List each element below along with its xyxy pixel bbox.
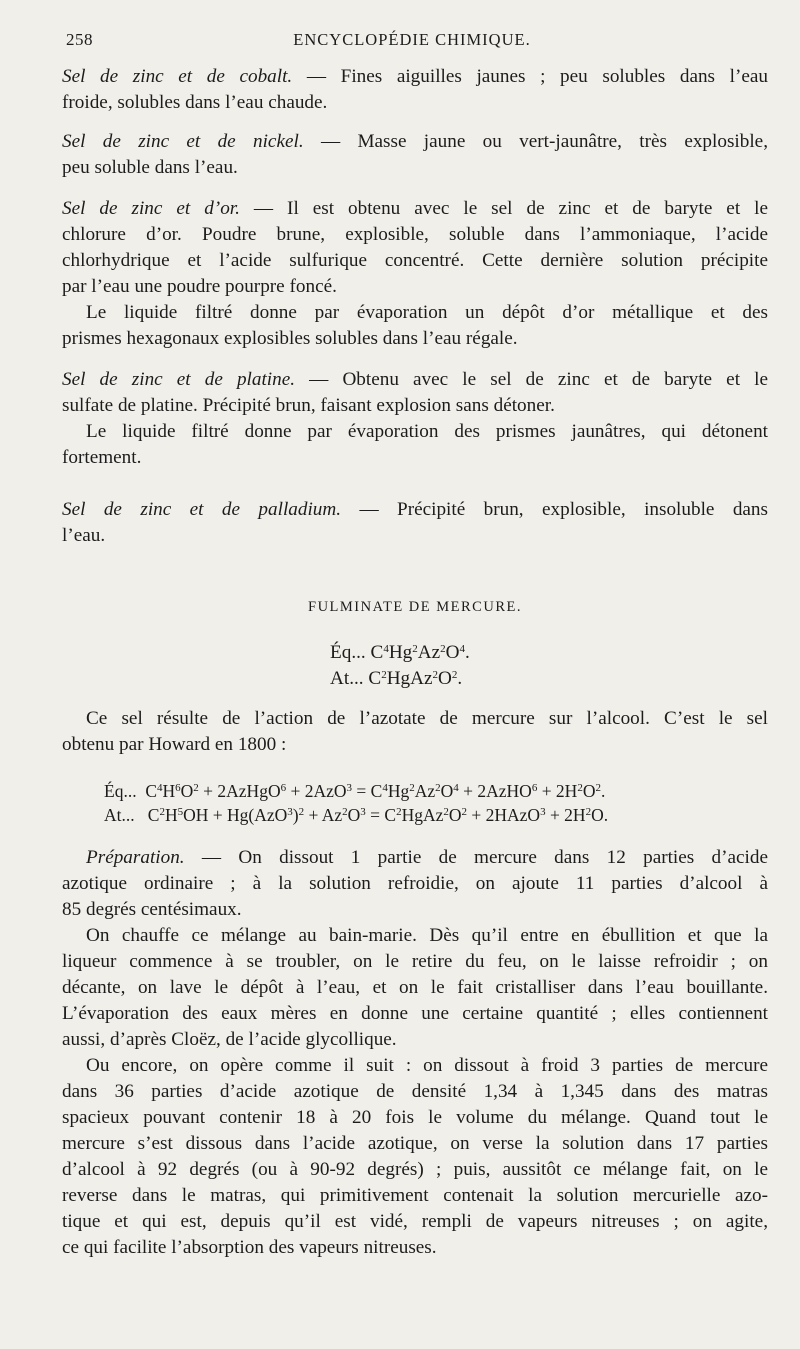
reaction-atomic: At... $C^2H^5OH + Hg(AzO^3)^2 + Az^2O^3$ = $C^2HgAz^2O^2$ + 2HAzO$^3$ + $2H^2O$.: [104, 805, 609, 825]
intro-line: obtenu par Howard en 1800 :: [62, 734, 287, 755]
paragraph-preparation-line: dans 36 parties d’acide azotique de densité 1,34 à 1,345 dans des matras: [62, 1081, 768, 1102]
paragraph-preparation-line: Ou encore, on opère comme il suit : on dissout à froid 3 parties de mercure: [86, 1055, 768, 1076]
running-title: ENCYCLOPÉDIE CHIMIQUE.: [293, 30, 531, 49]
section-heading: FULMINATE DE MERCURE.: [308, 599, 522, 615]
paragraph-preparation-line: ce qui facilite l’absorption des vapeurs nitreuses.: [62, 1237, 437, 1258]
paragraph-platine-line: sulfate de platine. Précipité brun, faisant explosion sans détoner.: [62, 395, 555, 416]
paragraph-cobalt-line: froide, solubles dans l’eau chaude.: [62, 92, 328, 113]
paragraph-or-line: Sel de zinc et d’or. — Il est obtenu avec le sel de zinc et de baryte et le: [62, 198, 768, 219]
paragraph-or-line: par l’eau une poudre pourpre foncé.: [62, 276, 337, 297]
paragraph-platine-line: Sel de zinc et de platine. — Obtenu avec le sel de zinc et de baryte et le: [62, 369, 768, 390]
paragraph-preparation-line: liqueur commence à se troubler, on le retire du feu, on le laisse refroidir ; on: [62, 951, 768, 972]
paragraph-palladium-line: Sel de zinc et de palladium. — Précipité brun, explosible, insoluble dans: [62, 499, 768, 520]
paragraph-preparation-line: reverse dans le matras, qui primitivement contenait la solution mercurielle azo-: [62, 1185, 768, 1206]
paragraph-cobalt-line: Sel de zinc et de cobalt. — Fines aiguilles jaunes ; peu solubles dans l’eau: [62, 66, 768, 87]
paragraph-preparation-line: tique et qui est, depuis qu’il est vidé, rempli de vapeurs nitreuses ; on agite,: [62, 1211, 768, 1232]
paragraph-nickel-line: peu soluble dans l’eau.: [62, 157, 238, 178]
formula-atomic: At... $C^2HgAz^2O^2$.: [330, 668, 463, 689]
paragraph-preparation-line: décante, on lave le dépôt à l’eau, et on le fait cristalliser dans l’eau bouillante.: [62, 977, 768, 998]
paragraph-preparation-line: On chauffe ce mélange au bain-marie. Dès qu’il entre en ébullition et que la: [86, 925, 768, 946]
paragraph-platine-line: Le liquide filtré donne par évaporation des prismes jaunâtres, qui détonent: [86, 421, 768, 442]
paragraph-preparation-line: 85 degrés centésimaux.: [62, 899, 242, 920]
formula-equivalent: Éq... $C^4Hg^2Az^2O^4$.: [330, 642, 470, 663]
paragraph-preparation-line: L’évaporation des eaux mères en donne une certaine quantité ; elles contiennent: [62, 1003, 768, 1024]
paragraph-preparation-line: azotique ordinaire ; à la solution refroidie, on ajoute 11 parties d’alcool à: [62, 873, 768, 894]
paragraph-preparation-line: d’alcool à 92 degrés (ou à 90-92 degrés) ; puis, aussitôt ce mélange fait, on le: [62, 1159, 768, 1180]
paragraph-preparation-line: Préparation. — On dissout 1 partie de mercure dans 12 parties d’acide: [86, 847, 768, 868]
paragraph-palladium-line: l’eau.: [62, 525, 106, 546]
intro-line: Ce sel résulte de l’action de l’azotate de mercure sur l’alcool. C’est le sel: [86, 708, 768, 729]
paragraph-platine-line: fortement.: [62, 447, 142, 468]
paragraph-or-line: prismes hexagonaux explosibles solubles dans l’eau régale.: [62, 328, 518, 349]
paragraph-or-line: chlorure d’or. Poudre brune, explosible, soluble dans l’ammoniaque, l’acide: [62, 224, 768, 245]
paragraph-preparation-line: aussi, d’après Cloëz, de l’acide glycollique.: [62, 1029, 397, 1050]
reaction-equivalent: Éq... $C^4H^6O^2$ + 2AzHgO$^6$ + $2AzO^3 = C^4Hg^2Az^2O^4$ + 2AzHO$^6$ + $2H^2O^2$.: [104, 781, 606, 801]
paragraph-preparation-line: spacieux pouvant contenir 18 à 20 fois le volume du mélange. Quand tout le: [62, 1107, 768, 1128]
paragraph-or-line: chlorhydrique et l’acide sulfurique concentré. Cette dernière solution précipite: [62, 250, 768, 271]
page-number: 258: [66, 30, 93, 49]
paragraph-or-line: Le liquide filtré donne par évaporation un dépôt d’or métallique et des: [86, 302, 768, 323]
paragraph-preparation-line: mercure s’est dissous dans l’acide azotique, on verse la solution dans 17 parties: [62, 1133, 768, 1154]
page-header: [60, 30, 764, 54]
paragraph-nickel-line: Sel de zinc et de nickel. — Masse jaune ou vert-jaunâtre, très explosible,: [62, 131, 768, 152]
